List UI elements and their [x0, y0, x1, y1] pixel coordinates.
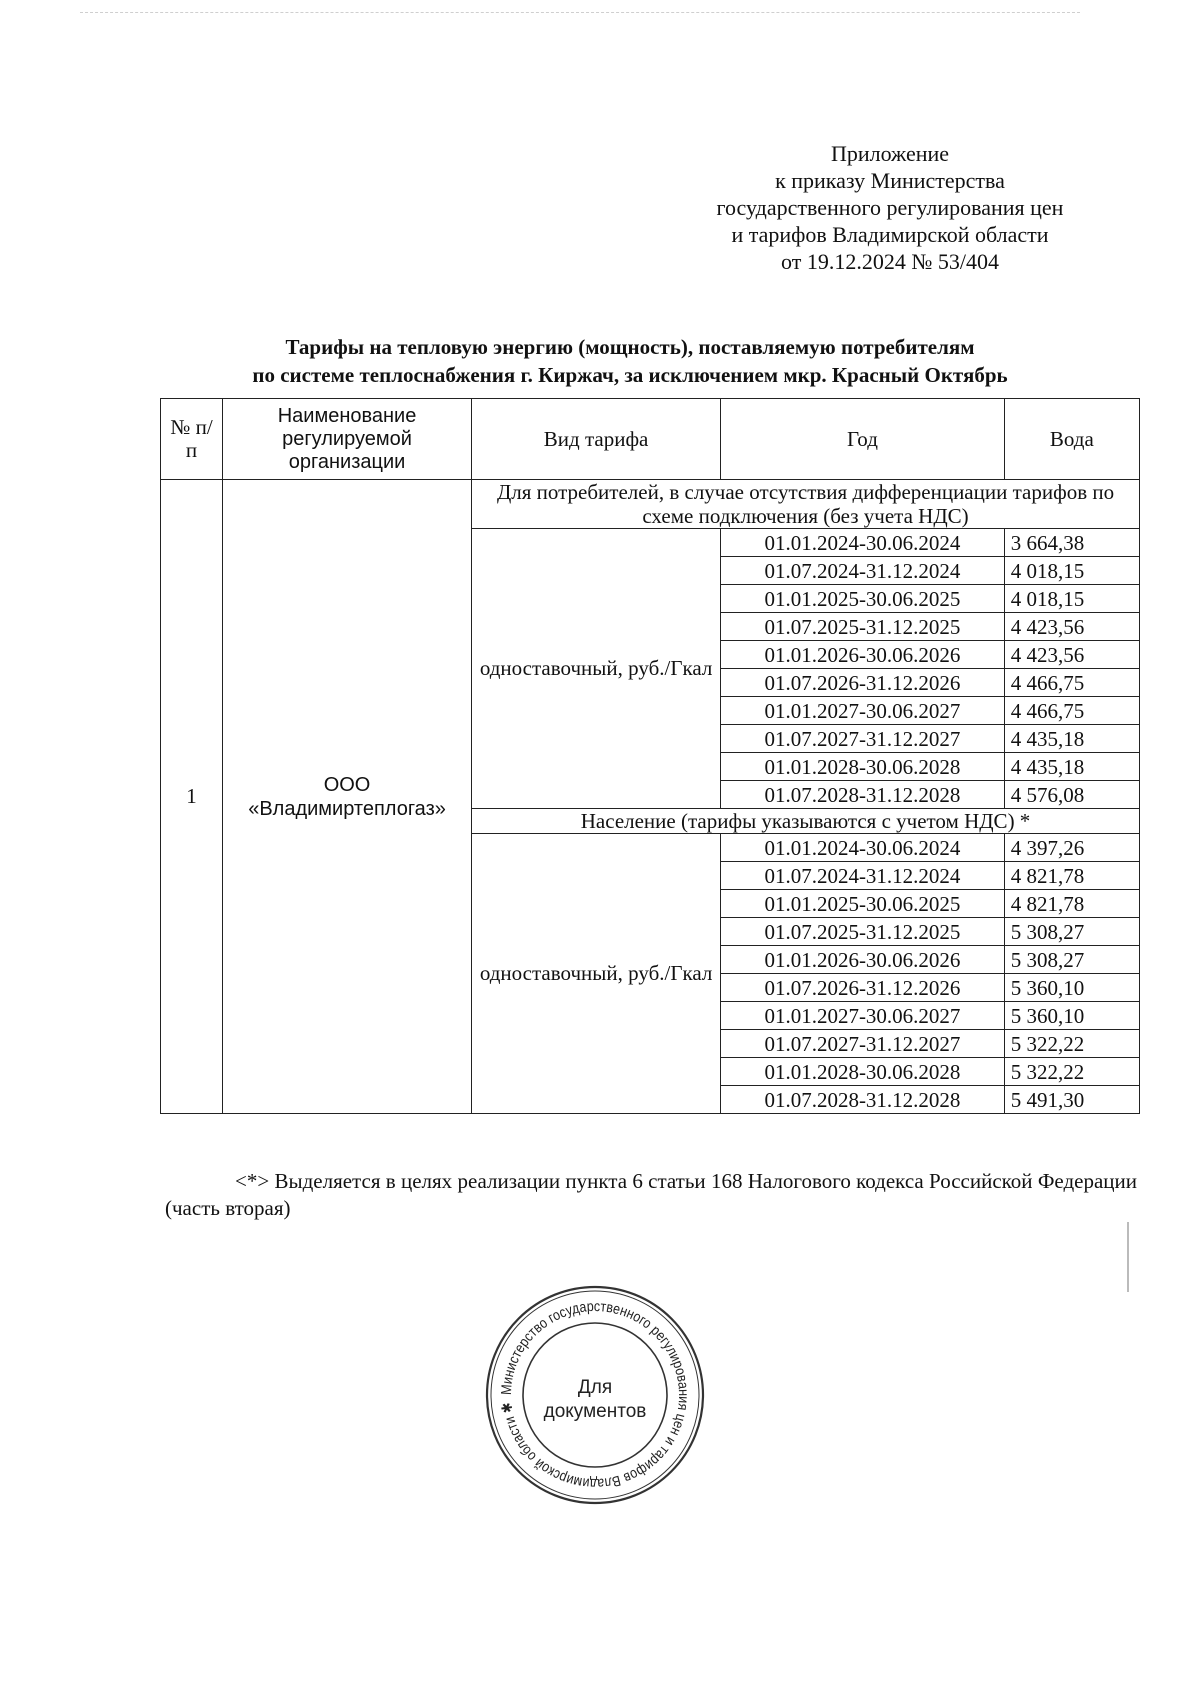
- period-cell: 01.01.2026-30.06.2026: [721, 641, 1005, 669]
- title-line-1: Тарифы на тепловую энергию (мощность), поставляемую потребителям: [285, 335, 975, 359]
- water-value-cell: 5 360,10: [1004, 974, 1139, 1002]
- tariff-type: одноставочный, руб./Гкал: [472, 834, 721, 1114]
- header-tariff-type: Вид тарифа: [472, 399, 721, 480]
- water-value-cell: 4 821,78: [1004, 862, 1139, 890]
- table-body: [161, 480, 1140, 1114]
- stamp-ring-text: Министерство государственного регулирования цен и тарифов Владимирской области ✱: [498, 1298, 692, 1492]
- tariff-type: одноставочный, руб./Гкал: [472, 529, 721, 809]
- period-cell: 01.07.2025-31.12.2025: [721, 613, 1005, 641]
- scan-artifact-line: [80, 12, 1080, 15]
- water-value-cell: 3 664,38: [1004, 529, 1139, 557]
- period-cell: 01.07.2025-31.12.2025: [721, 918, 1005, 946]
- period-cell: 01.01.2028-30.06.2028: [721, 1058, 1005, 1086]
- appendix-line: от 19.12.2024 № 53/404: [781, 249, 999, 274]
- water-value-cell: 5 322,22: [1004, 1030, 1139, 1058]
- section-heading: Для потребителей, в случае отсутствия дифференциации тарифов по схеме подключения (без учета НДС): [472, 480, 1140, 529]
- water-value-cell: 4 423,56: [1004, 641, 1139, 669]
- water-value-cell: 4 466,75: [1004, 697, 1139, 725]
- period-cell: 01.01.2025-30.06.2025: [721, 890, 1005, 918]
- water-value-cell: 4 435,18: [1004, 753, 1139, 781]
- period-cell: 01.01.2024-30.06.2024: [721, 834, 1005, 862]
- period-cell: 01.07.2027-31.12.2027: [721, 725, 1005, 753]
- period-cell: 01.07.2028-31.12.2028: [721, 1086, 1005, 1114]
- title-line-2: по системе теплоснабжения г. Киржач, за исключением мкр. Красный Октябрь: [252, 363, 1008, 387]
- stamp-center-line-1: Для: [577, 1377, 613, 1398]
- period-cell: 01.07.2024-31.12.2024: [721, 557, 1005, 585]
- water-value-cell: 4 466,75: [1004, 669, 1139, 697]
- period-cell: 01.01.2026-30.06.2026: [721, 946, 1005, 974]
- period-cell: 01.01.2025-30.06.2025: [721, 585, 1005, 613]
- water-value-cell: 4 821,78: [1004, 890, 1139, 918]
- tariff-table: [160, 398, 1140, 1114]
- scan-artifact-mark: [1127, 1222, 1129, 1292]
- header-number: № п/п: [161, 399, 223, 480]
- appendix-block: [700, 140, 1080, 275]
- section-row: [161, 480, 1140, 529]
- document-title: [140, 333, 1120, 389]
- water-value-cell: 4 423,56: [1004, 613, 1139, 641]
- water-value-cell: 5 308,27: [1004, 946, 1139, 974]
- period-cell: 01.07.2027-31.12.2027: [721, 1030, 1005, 1058]
- section-heading: Население (тарифы указываются с учетом НДС) *: [472, 809, 1140, 834]
- water-value-cell: 4 435,18: [1004, 725, 1139, 753]
- table-header-row: [161, 399, 1140, 480]
- official-stamp: [480, 1280, 710, 1510]
- header-water: Вода: [1004, 399, 1139, 480]
- period-cell: 01.07.2028-31.12.2028: [721, 781, 1005, 809]
- header-organization: Наименование регулируемой организации: [223, 399, 472, 480]
- stamp-center-line-2: документов: [543, 1401, 647, 1422]
- appendix-line: государственного регулирования цен: [716, 195, 1064, 220]
- period-cell: 01.07.2026-31.12.2026: [721, 974, 1005, 1002]
- row-number: 1: [161, 480, 223, 1114]
- water-value-cell: 4 397,26: [1004, 834, 1139, 862]
- period-cell: 01.01.2024-30.06.2024: [721, 529, 1005, 557]
- appendix-line: и тарифов Владимирской области: [731, 222, 1049, 247]
- header-year: Год: [721, 399, 1005, 480]
- period-cell: 01.07.2026-31.12.2026: [721, 669, 1005, 697]
- period-cell: 01.07.2024-31.12.2024: [721, 862, 1005, 890]
- appendix-line: Приложение: [830, 141, 950, 166]
- appendix-line: к приказу Министерства: [775, 168, 1005, 193]
- water-value-cell: 5 491,30: [1004, 1086, 1139, 1114]
- organization-name: ООО «Владимиртеплогаз»: [223, 480, 472, 1114]
- period-cell: 01.01.2027-30.06.2027: [721, 697, 1005, 725]
- footnote: <*> Выделяется в целях реализации пункта 6 статьи 168 Налогового кодекса Российской Федерации (часть вторая): [165, 1169, 1137, 1220]
- water-value-cell: 4 018,15: [1004, 585, 1139, 613]
- period-cell: 01.01.2028-30.06.2028: [721, 753, 1005, 781]
- water-value-cell: 4 018,15: [1004, 557, 1139, 585]
- water-value-cell: 5 322,22: [1004, 1058, 1139, 1086]
- period-cell: 01.01.2027-30.06.2027: [721, 1002, 1005, 1030]
- water-value-cell: 5 360,10: [1004, 1002, 1139, 1030]
- water-value-cell: 5 308,27: [1004, 918, 1139, 946]
- water-value-cell: 4 576,08: [1004, 781, 1139, 809]
